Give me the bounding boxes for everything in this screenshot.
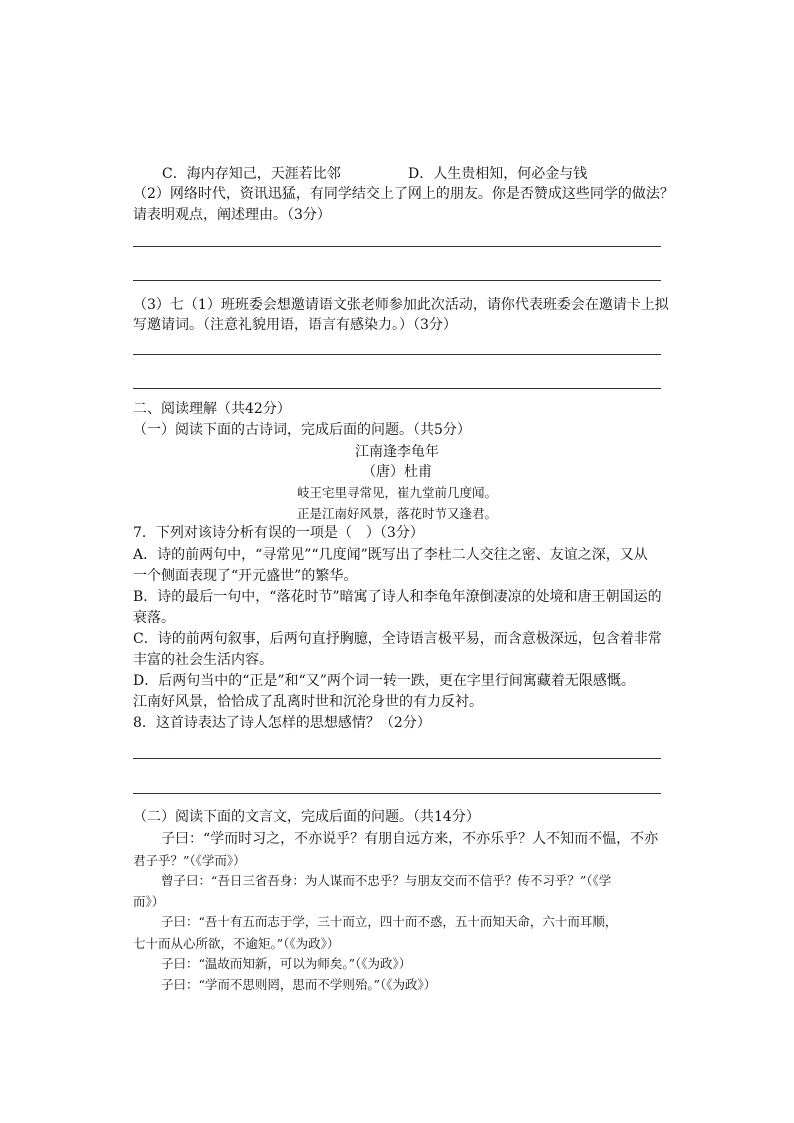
option-d: D．人生贵相知，何必金与钱 [408,166,588,182]
question-7-option-c-line-1: C．诗的前两句叙事，后两句直抒胸臆，全诗语言极平易，而含意极深远，包含着非常 [133,631,662,647]
section-2-heading: 二、阅读理解（共42分） [133,401,291,417]
classical-text-1-line-2: 君子乎？”（《学而》） [133,853,246,868]
answer-line [133,793,661,794]
answer-line [133,758,661,759]
question-7: 7．下列对该诗分析有误的一项是（ ）（3分） [133,525,424,541]
classical-text-1-line-1: 子曰：“学而时习之，不亦说乎？有朋自远方来，不亦乐乎？人不知而不愠，不亦 [161,831,659,847]
question-7-option-a-line-1: A．诗的前两句中，“寻常见”“几度闻”既写出了李杜二人交往之密、友谊之深，又从 [133,547,648,563]
question-8: 8．这首诗表达了诗人怎样的思想感情？（2分） [133,715,431,731]
poem-title: 江南逢李龟年 [355,444,439,460]
question-7-option-d-line-1: D．后两句当中的“正是”和“又”两个词一转一跌，更在字里行间寓藏着无限感慨。 [133,673,635,689]
question-7-option-b-line-2: 衰落。 [133,610,175,626]
question-7-option-d-line-2: 江南好风景，恰恰成了乱离时世和沉沦身世的有力反衬。 [133,694,483,710]
poem-line-2: 正是江南好风景，落花时节又逢君。 [296,506,497,521]
part-2-heading: （二）阅读下面的文言文，完成后面的问题。（共14分） [133,809,480,825]
classical-text-2-line-2: 而》） [133,894,165,909]
poem-line-1: 岐王宅里寻常见，崔九堂前几度闻。 [296,485,497,500]
answer-line [133,354,661,355]
question-3-line-1: （3）七（1）班班委会想邀请语文张老师参加此次活动，请你代表班委会在邀请卡上拟 [133,297,669,313]
classical-text-2-line-1: 曾子曰：“吾日三省吾身：为人谋而不忠乎？与朋友交而不信乎？传不习乎？”（《学 [161,873,612,888]
question-7-option-b-line-1: B．诗的最后一句中，“落花时节”暗寓了诗人和李龟年潦倒凄凉的处境和唐王朝国运的 [133,589,662,605]
part-1-heading: （一）阅读下面的古诗词，完成后面的问题。（共5分） [133,422,471,438]
question-3-line-2: 写邀请词。（注意礼貌用语，语言有感染力。）（3分） [133,317,457,333]
answer-line [133,388,661,389]
answer-line [133,280,661,281]
question-7-option-c-line-2: 丰富的社会生活内容。 [133,652,273,668]
question-2-line-2: 请表明观点，阐述理由。（3分） [133,207,331,223]
poem-author: （唐）杜甫 [362,464,432,480]
option-c: C．海内存知己，天涯若比邻 [162,166,341,182]
classical-text-4: 子曰：“温故而知新，可以为师矣。”（《为政》） [161,956,412,971]
classical-text-3-line-2: 七十而从心所欲，不逾矩。”（《为政》） [133,936,340,951]
answer-line [133,246,661,247]
classical-text-3-line-1: 子曰：“吾十有五而志于学，三十而立，四十而不惑，五十而知天命，六十而耳顺， [161,914,618,929]
question-2-line-1: （2）网络时代，资讯迅猛，有同学结交上了网上的朋友。你是否赞成这些同学的做法？ [133,186,674,202]
question-7-option-a-line-2: 一个侧面表现了“开元盛世”的繁华。 [133,568,358,584]
classical-text-5: 子曰：“学而不思则罔，思而不学则殆。”（《为政》） [161,977,437,992]
